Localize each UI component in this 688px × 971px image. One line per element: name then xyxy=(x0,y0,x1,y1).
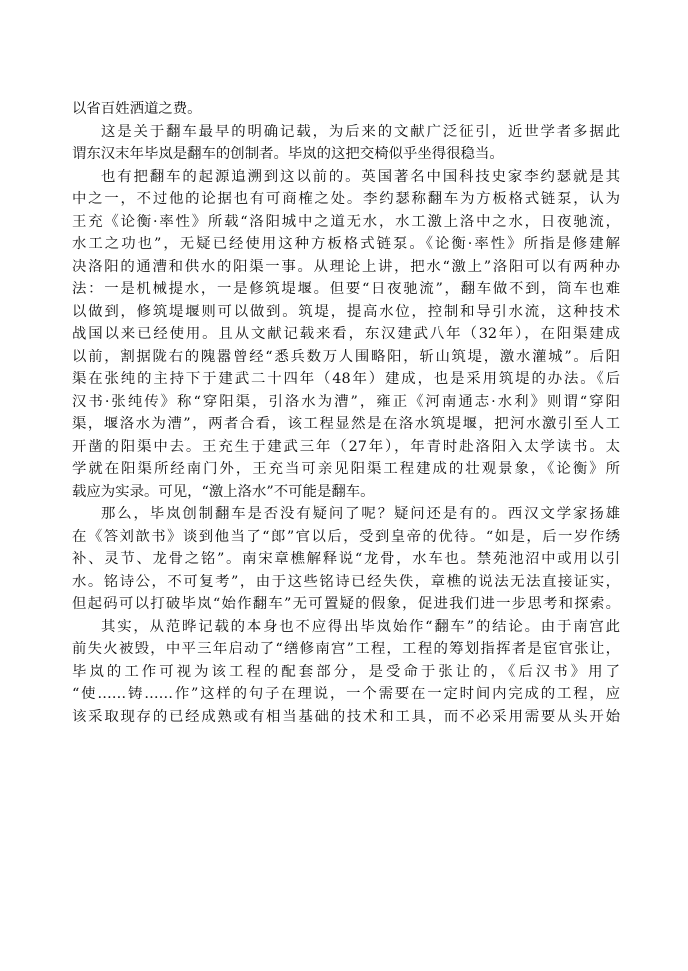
text-line: 水。铭诗公，不可复考”，由于这些铭诗已经失佚，章樵的说法无法直接证实， xyxy=(72,573,620,590)
text-line: 以做到，修筑堤堰则可以做到。筑堤，提高水位，控制和导引水流，这种技术 xyxy=(72,303,620,320)
text-line: 补、灵节、龙骨之铭”。南宋章樵解释说“龙骨，水车也。禁苑池沼中或用以引 xyxy=(72,551,620,567)
document-page xyxy=(72,98,620,728)
text-line: 其实，从范晔记载的本身也不应得出毕岚始作“翻车”的结论。由于南宫此 xyxy=(101,618,620,635)
text-line: 战国以来已经使用。且从文献记载来看，东汉建武八年（32年），在阳渠建成 xyxy=(72,326,620,342)
text-line: 渠在张纯的主持下于建武二十四年（48年）建成，也是采用筑堤的办法。《后 xyxy=(72,371,620,387)
text-line: 前失火被毁，中平三年启动了“缮修南宫”工程，工程的筹划指挥者是宦官张让， xyxy=(72,641,620,657)
text-line: 也有把翻车的起源追溯到这以前的。英国著名中国科技史家李约瑟就是其 xyxy=(101,168,620,185)
paragraph xyxy=(72,166,620,504)
text-line: 在《答刘歆书》谈到他当了“郎”官以后，受到皇帝的优待。“如是，后一岁作绣 xyxy=(72,528,620,545)
text-line: 那么，毕岚创制翻车是否没有疑问了呢？疑问还是有的。西汉文学家扬雄 xyxy=(101,506,620,522)
paragraph xyxy=(72,503,620,616)
text-line: 这是关于翻车最早的明确记载，为后来的文献广泛征引，近世学者多据此 xyxy=(101,123,620,140)
text-line: 渠，堰洛水为漕”，两者合看，该工程显然是在洛水筑堤堰，把河水激引至人工 xyxy=(72,416,620,432)
text-line: 载应为实录。可见，“激上洛水”不可能是翻车。 xyxy=(72,483,375,500)
text-line: 以前，割据陇右的隗嚣曾经“悉兵数万人围略阳，斩山筑堤，激水灌城”。后阳 xyxy=(72,348,620,365)
text-line: 学就在阳渠所经南门外，王充当可亲见阳渠工程建成的壮观景象，《论衡》所 xyxy=(72,461,620,477)
paragraph xyxy=(72,121,620,166)
text-line: 汉书·张纯传》称“穿阳渠，引洛水为漕”，雍正《河南通志·水利》则谓“穿阳 xyxy=(72,393,620,410)
paragraph xyxy=(72,616,620,729)
text-line: 水工之功也”，无疑已经使用这种方板格式链泵。《论衡·率性》所指是修建解 xyxy=(72,236,620,252)
text-line: 王充《论衡·率性》所载“洛阳城中之道无水，水工激上洛中之水，日夜驰流， xyxy=(72,213,620,230)
paragraph xyxy=(72,98,620,121)
text-line: 中之一，不过他的论据也有可商榷之处。李约瑟称翻车为方板格式链泵，认为 xyxy=(72,191,620,207)
text-line: 谓东汉末年毕岚是翻车的创制者。毕岚的这把交椅似乎坐得很稳当。 xyxy=(72,146,504,162)
text-line: 该采取现存的已经成熟或有相当基础的技术和工具，而不必采用需要从头开始 xyxy=(72,708,620,725)
text-line: 开凿的阳渠中去。王充生于建武三年（27年），年青时赴洛阳入太学读书。太 xyxy=(72,438,620,455)
text-line: “使……铸……作”这样的句子在理说，一个需要在一定时间内完成的工程，应 xyxy=(72,686,620,702)
text-line: 法：一是机械提水，一是修筑堤堰。但要“日夜驰流”，翻车做不到，筒车也难 xyxy=(72,281,620,297)
text-line: 决洛阳的通漕和供水的阳渠一事。从理论上讲，把水“激上”洛阳可以有两种办 xyxy=(72,258,620,275)
text-line: 但起码可以打破毕岚“始作翻车”无可置疑的假象，促进我们进一步思考和探索。 xyxy=(72,596,620,612)
text-line: 以省百姓洒道之费。 xyxy=(72,101,202,117)
text-line: 毕岚的工作可视为该工程的配套部分，是受命于张让的，《后汉书》用了 xyxy=(72,663,620,680)
